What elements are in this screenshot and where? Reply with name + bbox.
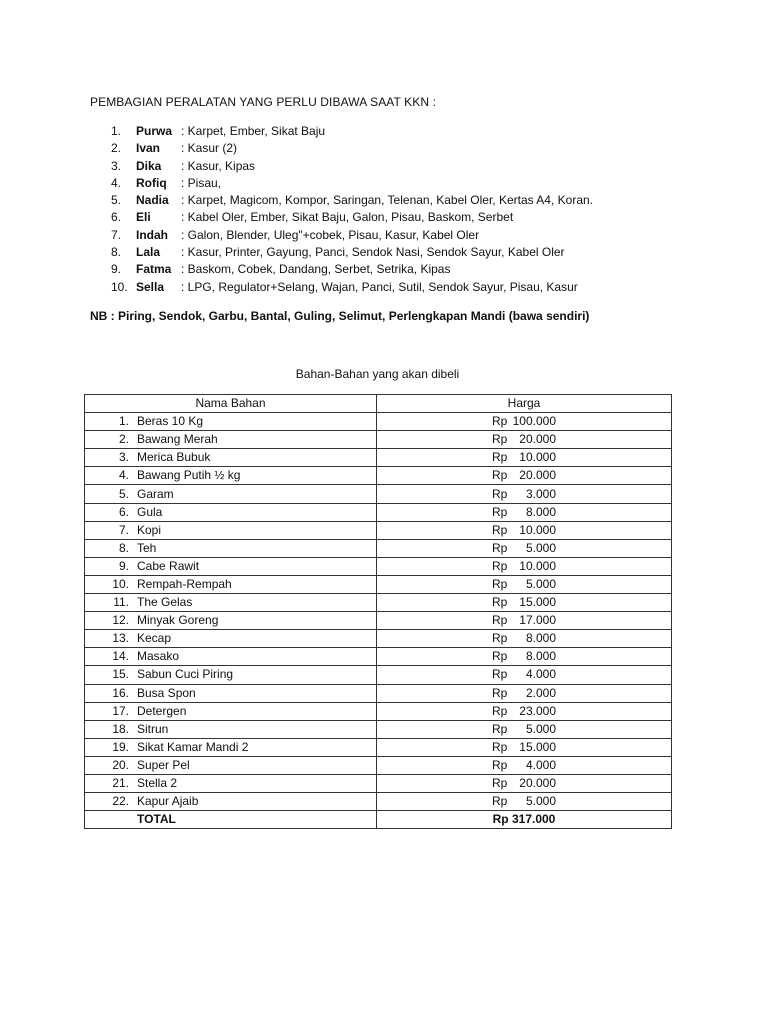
item-name: Gula	[137, 504, 163, 519]
table-header-row	[85, 395, 672, 413]
currency-label: Rp	[492, 414, 508, 429]
row-number: 8.	[118, 540, 129, 555]
item-price: 4.000	[525, 667, 556, 682]
currency-label: Rp	[492, 613, 508, 628]
table-row	[85, 557, 672, 575]
currency-label: Rp	[492, 667, 508, 682]
table-row	[85, 648, 672, 666]
row-number: 19.	[112, 739, 129, 754]
table-row	[85, 575, 672, 593]
item-name: Minyak Goreng	[137, 613, 219, 628]
row-number: 1.	[118, 414, 129, 429]
assignment-item	[111, 244, 593, 261]
currency-label: Rp	[492, 595, 508, 610]
table-row	[85, 503, 672, 521]
currency-label: Rp	[492, 540, 508, 555]
table-body	[85, 413, 672, 811]
assignment-number: 3.	[111, 158, 122, 173]
item-price: 15.000	[519, 595, 556, 610]
item-price: 5.000	[525, 576, 556, 591]
row-number: 14.	[112, 649, 129, 664]
currency-label: Rp	[492, 631, 508, 646]
table-row	[85, 449, 672, 467]
assignment-items: : Galon, Blender, Uleg"+cobek, Pisau, Kasur, Kabel Oler	[181, 227, 480, 242]
item-price: 8.000	[525, 631, 556, 646]
item-name: The Gelas	[137, 595, 193, 610]
assignment-number: 6.	[111, 210, 122, 225]
assignment-item	[111, 158, 593, 175]
row-number: 5.	[118, 486, 129, 501]
assignment-number: 9.	[111, 262, 122, 277]
assignment-list	[111, 123, 593, 296]
item-name: Garam	[137, 486, 174, 501]
table-row	[85, 413, 672, 431]
currency-label: Rp	[492, 757, 508, 772]
assignment-person: Dika	[136, 158, 162, 173]
row-number: 16.	[112, 685, 129, 700]
assignment-person: Indah	[136, 227, 168, 242]
assignment-item	[111, 192, 593, 209]
assignment-person: Fatma	[136, 262, 172, 277]
currency-label: Rp	[492, 504, 508, 519]
table-row	[85, 594, 672, 612]
table-row	[85, 793, 672, 811]
item-name: Kapur Ajaib	[137, 794, 199, 809]
item-price: 23.000	[519, 703, 556, 718]
total-value: Rp 317.000	[492, 812, 556, 827]
assignment-person: Ivan	[136, 141, 161, 156]
item-price: 5.000	[525, 794, 556, 809]
table-row	[85, 666, 672, 684]
currency-label: Rp	[492, 794, 508, 809]
table-row	[85, 738, 672, 756]
currency-label: Rp	[492, 468, 508, 483]
assignment-items: : LPG, Regulator+Selang, Wajan, Panci, Sutil, Sendok Sayur, Pisau, Kasur	[181, 279, 578, 294]
item-price: 15.000	[519, 739, 556, 754]
row-number: 13.	[112, 631, 129, 646]
row-number: 22.	[112, 794, 129, 809]
currency-label: Rp	[492, 703, 508, 718]
table-row	[85, 756, 672, 774]
assignment-item	[111, 175, 593, 192]
item-name: Teh	[137, 540, 157, 555]
item-price: 5.000	[525, 540, 556, 555]
item-price: 5.000	[525, 721, 556, 736]
currency-label: Rp	[492, 649, 508, 664]
table-row	[85, 720, 672, 738]
nb-note: NB : Piring, Sendok, Garbu, Bantal, Guling, Selimut, Perlengkapan Mandi (bawa sendiri)	[90, 309, 590, 323]
assignment-items: : Kasur (2)	[181, 141, 238, 156]
item-price: 10.000	[519, 522, 556, 537]
assignment-item	[111, 140, 593, 157]
item-name: Busa Spon	[137, 685, 196, 700]
assignment-person: Purwa	[136, 124, 173, 138]
table-row	[85, 630, 672, 648]
assignment-item	[111, 209, 593, 226]
item-name: Sikat Kamar Mandi 2	[137, 739, 249, 754]
item-name: Sabun Cuci Piring	[137, 667, 234, 682]
item-name: Kopi	[137, 522, 162, 537]
row-number: 20.	[112, 757, 129, 772]
item-price: 20.000	[519, 776, 556, 791]
item-name: Cabe Rawit	[137, 558, 200, 573]
currency-label: Rp	[492, 432, 508, 447]
assignment-items: : Karpet, Ember, Sikat Baju	[181, 124, 326, 138]
row-number: 18.	[112, 721, 129, 736]
row-number: 15.	[112, 667, 129, 682]
item-price: 2.000	[525, 685, 556, 700]
item-name: Merica Bubuk	[137, 450, 211, 465]
assignment-person: Eli	[136, 210, 151, 225]
item-name: Detergen	[137, 703, 187, 718]
assignment-items: : Baskom, Cobek, Dandang, Serbet, Setrika, Kipas	[181, 262, 451, 277]
total-row	[85, 811, 672, 829]
item-name: Rempah-Rempah	[137, 576, 232, 591]
assignment-item	[111, 227, 593, 244]
table-row	[85, 539, 672, 557]
currency-label: Rp	[492, 558, 508, 573]
assignment-person: Lala	[136, 245, 161, 260]
item-price: 10.000	[519, 450, 556, 465]
item-name: Bawang Putih ½ kg	[137, 468, 241, 483]
assignment-items: : Kabel Oler, Ember, Sikat Baju, Galon, Pisau, Baskom, Serbet	[181, 210, 514, 225]
assignment-item	[111, 261, 593, 278]
row-number: 6.	[118, 504, 129, 519]
item-price: 8.000	[525, 649, 556, 664]
item-price: 3.000	[525, 486, 556, 501]
currency-label: Rp	[492, 486, 508, 501]
document-heading: PEMBAGIAN PERALATAN YANG PERLU DIBAWA SAAT KKN :	[90, 95, 437, 109]
item-name: Beras 10 Kg	[137, 414, 204, 429]
row-number: 9.	[118, 558, 129, 573]
table-row	[85, 467, 672, 485]
assignment-item	[111, 123, 593, 140]
assignment-number: 8.	[111, 245, 122, 260]
assignment-items: : Karpet, Magicom, Kompor, Saringan, Telenan, Kabel Oler, Kertas A4, Koran.	[181, 193, 594, 208]
item-name: Sitrun	[137, 721, 169, 736]
row-number: 17.	[112, 703, 129, 718]
item-price: 10.000	[519, 558, 556, 573]
item-price: 8.000	[525, 504, 556, 519]
row-number: 4.	[118, 468, 129, 483]
assignment-number: 7.	[111, 227, 122, 242]
item-name: Kecap	[137, 631, 172, 646]
assignment-items: : Pisau,	[181, 175, 222, 190]
assignment-number: 1.	[111, 124, 122, 138]
assignment-number: 5.	[111, 193, 122, 208]
assignment-number: 2.	[111, 141, 122, 156]
assignment-item	[111, 279, 593, 296]
item-price: 17.000	[519, 613, 556, 628]
assignment-items: : Kasur, Printer, Gayung, Panci, Sendok Nasi, Sendok Sayur, Kabel Oler	[181, 245, 565, 260]
currency-label: Rp	[492, 576, 508, 591]
header-harga: Harga	[377, 395, 672, 413]
table-row	[85, 684, 672, 702]
assignment-number: 10.	[111, 279, 128, 294]
table-row	[85, 612, 672, 630]
ingredients-table	[84, 394, 672, 829]
currency-label: Rp	[492, 450, 508, 465]
currency-label: Rp	[492, 721, 508, 736]
item-name: Super Pel	[137, 757, 190, 772]
table-row	[85, 431, 672, 449]
table-title: Bahan-Bahan yang akan dibeli	[295, 367, 460, 381]
item-price: 4.000	[525, 757, 556, 772]
table-row	[85, 774, 672, 792]
assignment-person: Nadia	[136, 193, 169, 208]
table-row	[85, 485, 672, 503]
item-name: Bawang Merah	[137, 432, 218, 447]
assignment-person: Sella	[136, 279, 165, 294]
currency-label: Rp	[492, 739, 508, 754]
row-number: 3.	[118, 450, 129, 465]
item-name: Masako	[137, 649, 180, 664]
table-row	[85, 521, 672, 539]
currency-label: Rp	[492, 685, 508, 700]
row-number: 21.	[112, 776, 129, 791]
row-number: 2.	[118, 432, 129, 447]
item-name: Stella 2	[137, 776, 178, 791]
item-price: 100.000	[512, 414, 556, 429]
row-number: 10.	[112, 576, 129, 591]
row-number: 7.	[118, 522, 129, 537]
total-label: TOTAL	[137, 812, 176, 827]
currency-label: Rp	[492, 522, 508, 537]
row-number: 12.	[112, 613, 129, 628]
assignment-number: 4.	[111, 175, 122, 190]
item-price: 20.000	[519, 432, 556, 447]
row-number: 11.	[113, 595, 129, 610]
item-price: 20.000	[519, 468, 556, 483]
currency-label: Rp	[492, 776, 508, 791]
header-nama-bahan: Nama Bahan	[85, 395, 377, 413]
table-row	[85, 702, 672, 720]
assignment-items: : Kasur, Kipas	[181, 158, 256, 173]
assignment-person: Rofiq	[136, 175, 167, 190]
